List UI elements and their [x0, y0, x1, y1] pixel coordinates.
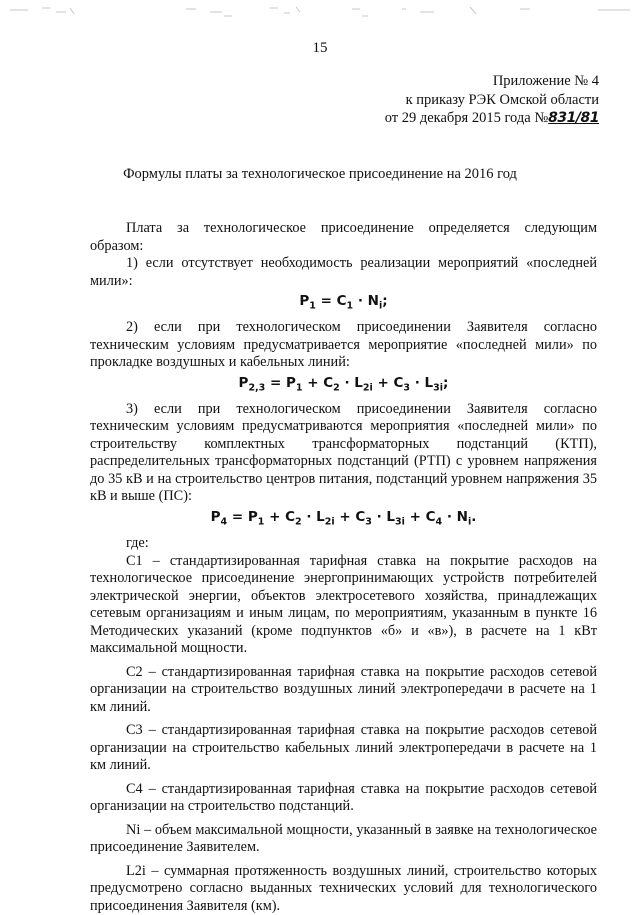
order-number-handwritten: 831/81: [548, 110, 599, 126]
appendix-header: [385, 72, 599, 128]
case-2-paragraph: 2) если при технологическом присоединении Заявителя согласно техническим условиям предусматривается мероприятие «последней мили» по прокладке воздушных и кабельных линий:: [90, 319, 597, 371]
appendix-line-1: Приложение № 4: [492, 73, 599, 89]
case-1-paragraph: 1) если отсутствует необходимость реализации мероприятий «последней мили»:: [90, 255, 597, 289]
definition-l2i: L2i – суммарная протяженность воздушных линий, строительство которых предусмотрено согласно выданных технических условий для технологического присоединения Заявителя (км).: [90, 862, 597, 914]
case-3-paragraph: 3) если при технологическом присоединении Заявителя согласно техническим условиям предусматриваются мероприятия «последней мили» по строительству комплектных трансформаторных подстанций (КТП), распределительных трансформаторных подстанций (РТП) с уровнем напряжения до 35 кВ и на строительство центров питания, подстанций уровнем напряжения 35 кВ и выше (ПС):: [90, 400, 597, 505]
formula-1: $P_1 = C_1 \cdot N_i$;: [299, 293, 388, 312]
definition-c2: C2 – стандартизированная тарифная ставка на покрытие расходов сетевой организации на строительство воздушных линий электропередачи в расчете на 1 км линий.: [90, 663, 597, 715]
definition-c4: C4 – стандартизированная тарифная ставка на покрытие расходов сетевой организации на строительство подстанций.: [90, 780, 597, 815]
definition-c3: C3 – стандартизированная тарифная ставка на покрытие расходов сетевой организации на строительство кабельных линий электропередачи в расчете на 1 км линий.: [90, 722, 597, 774]
document-title: Формулы платы за технологическое присоединение на 2016 год: [123, 166, 517, 182]
document-body: [90, 220, 597, 915]
where-label: где:: [126, 535, 149, 552]
definition-ni: Ni – объем максимальной мощности, указанный в заявке на технологическое присоединение Заявителем.: [90, 821, 597, 856]
page-number: 15: [312, 40, 328, 56]
intro-paragraph: Плата за технологическое присоединение определяется следующим образом:: [90, 220, 597, 254]
appendix-date: от 29 декабря 2015 года №: [384, 110, 549, 126]
definition-c1: C1 – стандартизированная тарифная ставка на покрытие расходов на технологическое присоединение энергопринимающих устройств потребителей электрической энергии, объектов электросетевого хозяйства, принадлежащих сетевым организациям и иным лицам, по мероприятиям, указанным в пункте 16 Методических указаний (кроме подпунктов «б» и «в»), в расчете на 1 кВт максимальной мощности.: [90, 552, 597, 657]
formula-3: $P_4 = P_1 + C_2 \cdot L_{2i} + C_3 \cdot L_{3i} + C_4 \cdot N_i$.: [210, 508, 477, 528]
appendix-line-2: к приказу РЭК Омской области: [405, 91, 599, 108]
appendix-line-3: [385, 109, 599, 128]
formula-2: $P_{2,3} = P_1 + C_2 \cdot L_{2i} + C_3 \cdot L_{3i}$;: [238, 374, 449, 394]
scan-artifacts: [0, 4, 640, 26]
